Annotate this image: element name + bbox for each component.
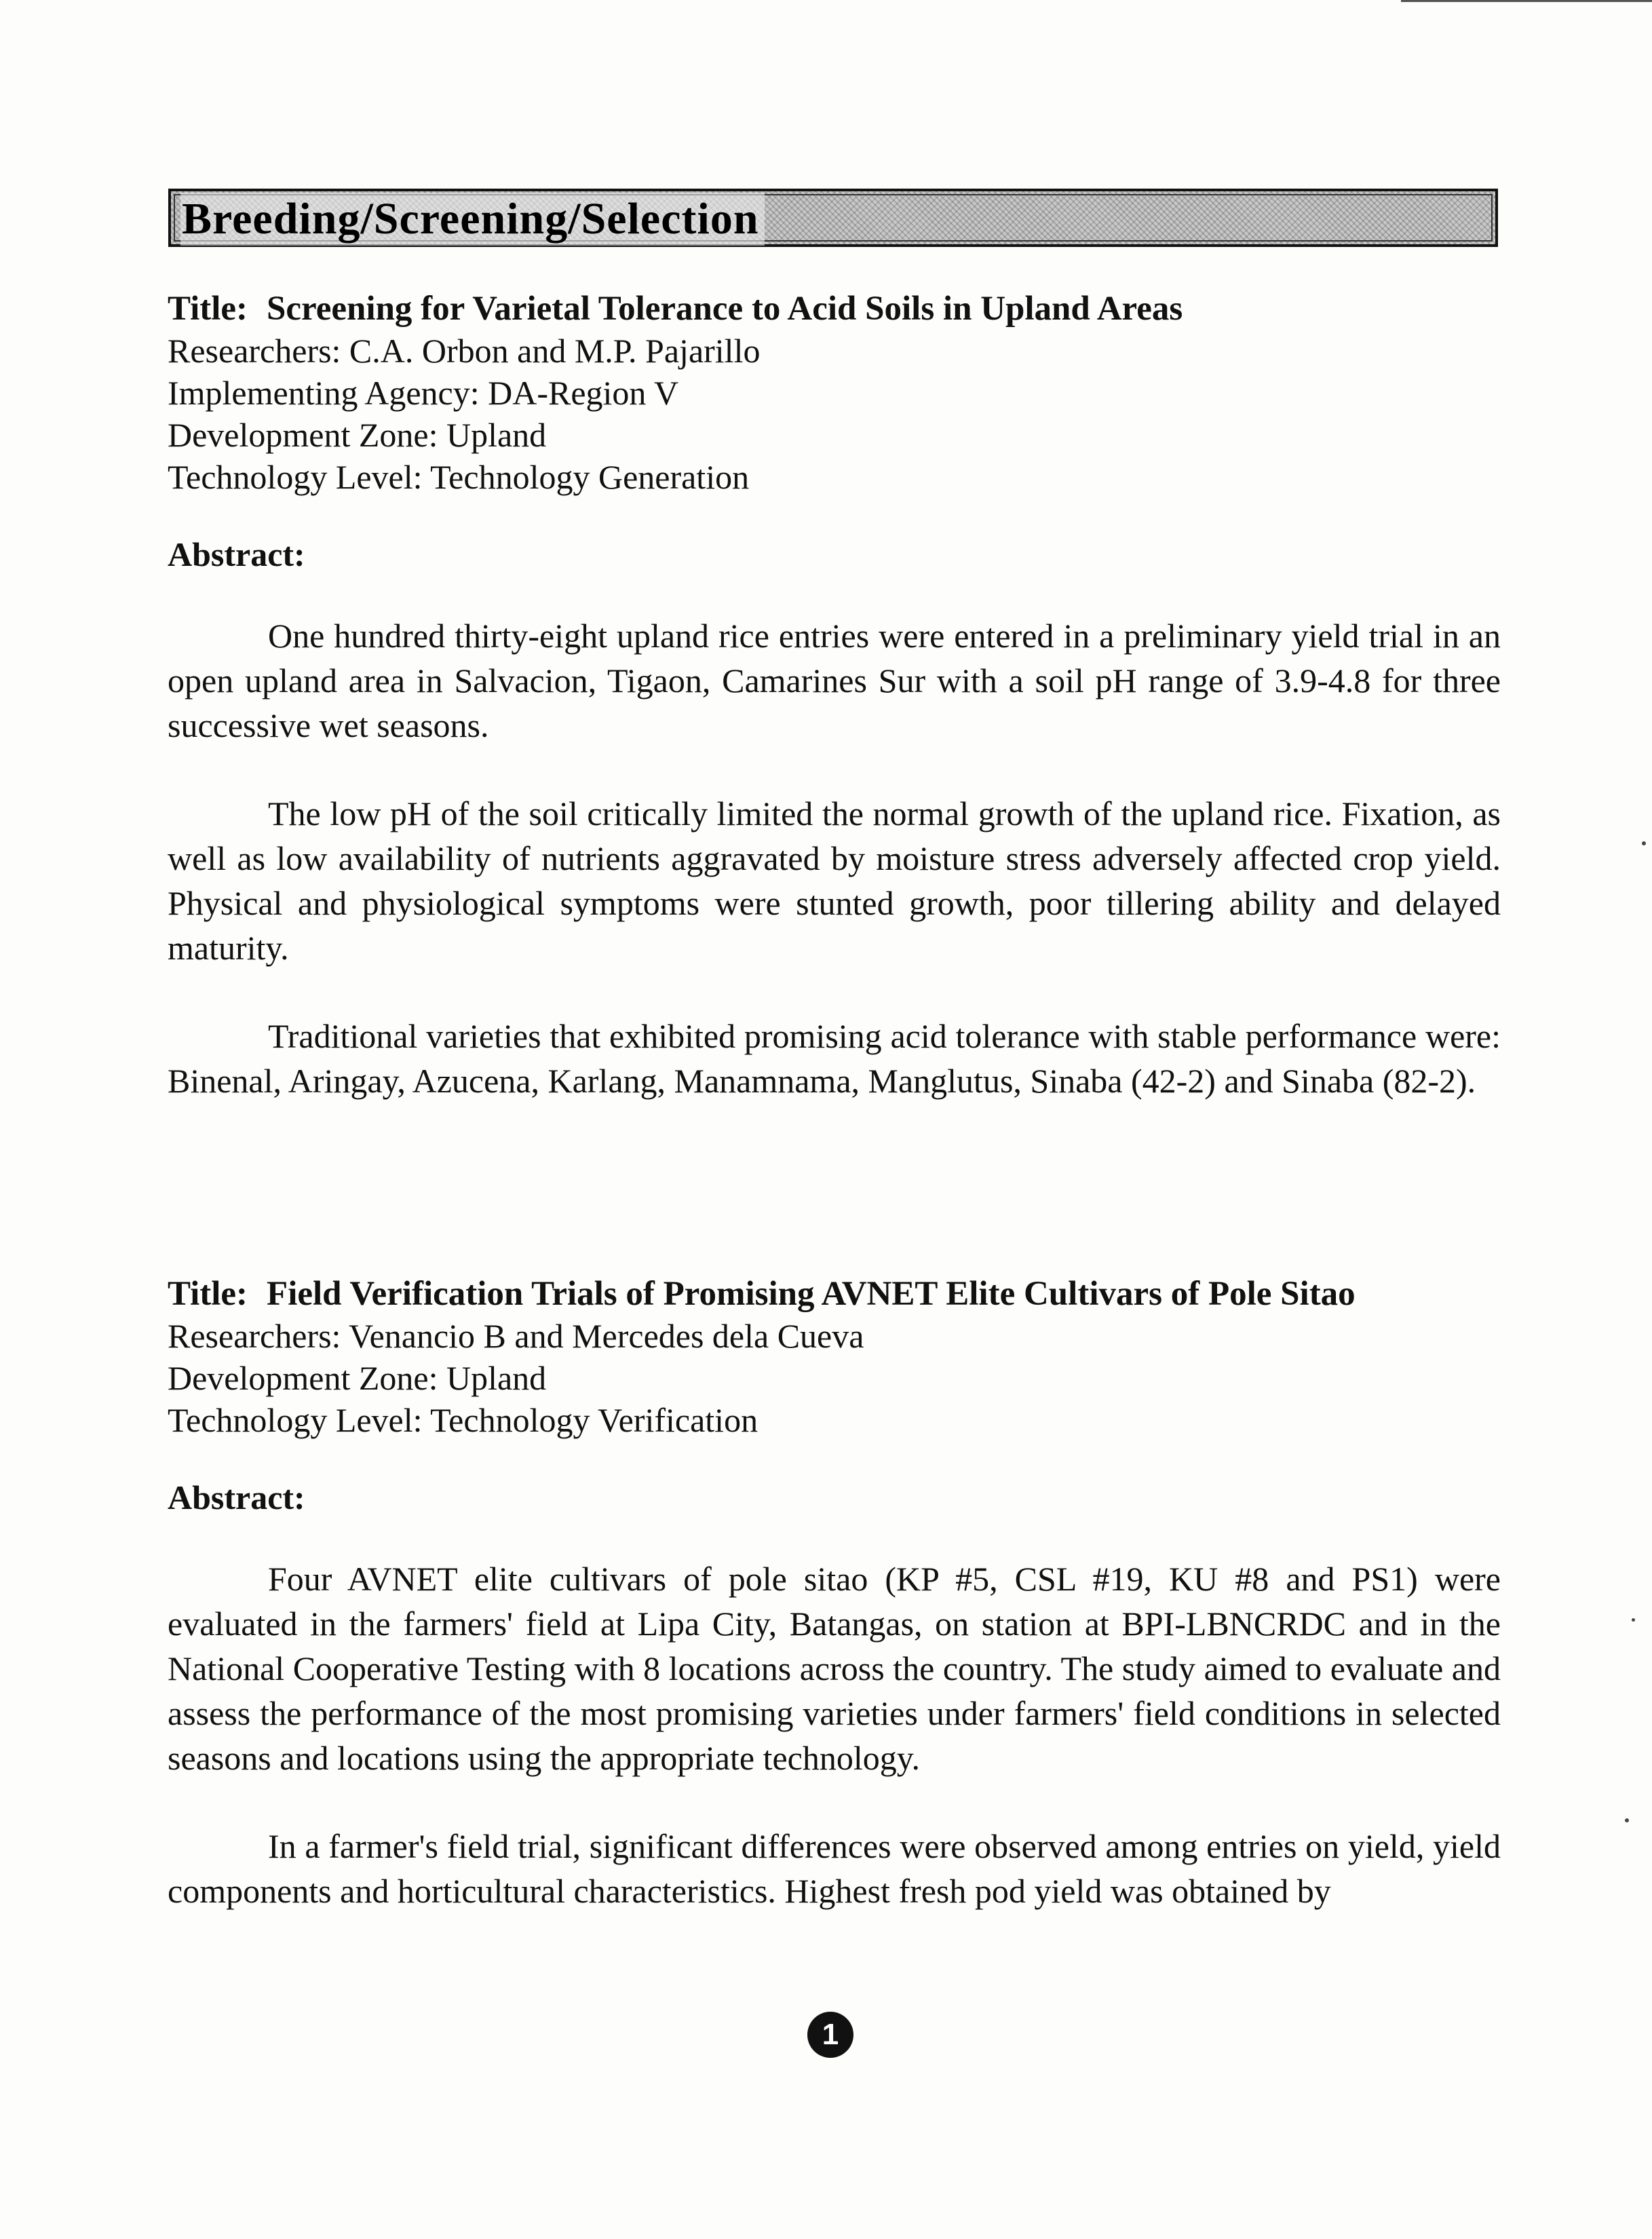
entry-title-line xyxy=(168,288,1501,330)
abstract-entry-2 xyxy=(168,1273,1501,1913)
title-label: Title: xyxy=(168,290,248,328)
researchers-line: Researchers: C.A. Orbon and M.P. Pajarillo xyxy=(168,332,761,370)
scan-speck xyxy=(1632,1618,1635,1622)
abstract-paragraph: The low pH of the soil critically limited the normal growth of the upland rice. Fixation, as well as low availability of nutrients aggravated by moisture stress adversely affected crop yield. Physical and physiological symptoms were stunted growth, poor tillering ability and delayed maturity. xyxy=(168,795,1501,967)
development-zone-line: Development Zone: Upland xyxy=(168,1359,547,1397)
abstract-paragraph: In a farmer's field trial, significant differences were observed among entries on yield, yield components and horticultural characteristics. Highest fresh pod yield was obtained by xyxy=(168,1827,1501,1910)
page-number-badge: 1 xyxy=(807,2012,853,2058)
entry-title: Screening for Varietal Tolerance to Acid Soils in Upland Areas xyxy=(267,290,1183,328)
top-edge-rule xyxy=(1401,0,1652,2)
abstract-paragraph: Traditional varieties that exhibited promising acid tolerance with stable performance were: Binenal, Aringay, Azucena, Karlang, Manamnama, Manglutus, Sinaba (42-2) and Sinaba (82-2). xyxy=(168,1017,1501,1100)
scan-speck xyxy=(1642,841,1646,845)
scan-speck xyxy=(1625,1818,1629,1822)
title-label: Title: xyxy=(168,1275,248,1313)
abstract-paragraph: One hundred thirty-eight upland rice entries were entered in a preliminary yield trial in an open upland area in Salvacion, Tigaon, Camarines Sur with a soil pH range of 3.9-4.8 for three successive wet seasons. xyxy=(168,617,1501,744)
abstract-heading: Abstract: xyxy=(168,535,305,573)
entry-title: Field Verification Trials of Promising AVNET Elite Cultivars of Pole Sitao xyxy=(267,1275,1356,1313)
section-banner xyxy=(168,189,1498,247)
section-heading: Breeding/Screening/Selection xyxy=(180,193,765,246)
abstract-entry-1 xyxy=(168,288,1501,1103)
researchers-line: Researchers: Venancio B and Mercedes dela Cueva xyxy=(168,1317,864,1355)
technology-level-line: Technology Level: Technology Verification xyxy=(168,1401,758,1439)
abstract-paragraph: Four AVNET elite cultivars of pole sitao (KP #5, CSL #19, KU #8 and PS1) were evaluated in the farmers' field at Lipa City, Batangas, on station at BPI-LBNCRDC and in the National Cooperative Testing with 8 locations across the country. The study aimed to evaluate and assess the performance of the most promising varieties under farmers' field conditions in selected seasons and locations using the appropriate technology. xyxy=(168,1560,1501,1777)
development-zone-line: Development Zone: Upland xyxy=(168,416,547,454)
implementing-agency-line: Implementing Agency: DA-Region V xyxy=(168,374,679,412)
entry-title-line xyxy=(168,1273,1501,1315)
technology-level-line: Technology Level: Technology Generation xyxy=(168,458,750,496)
abstract-heading: Abstract: xyxy=(168,1478,305,1516)
